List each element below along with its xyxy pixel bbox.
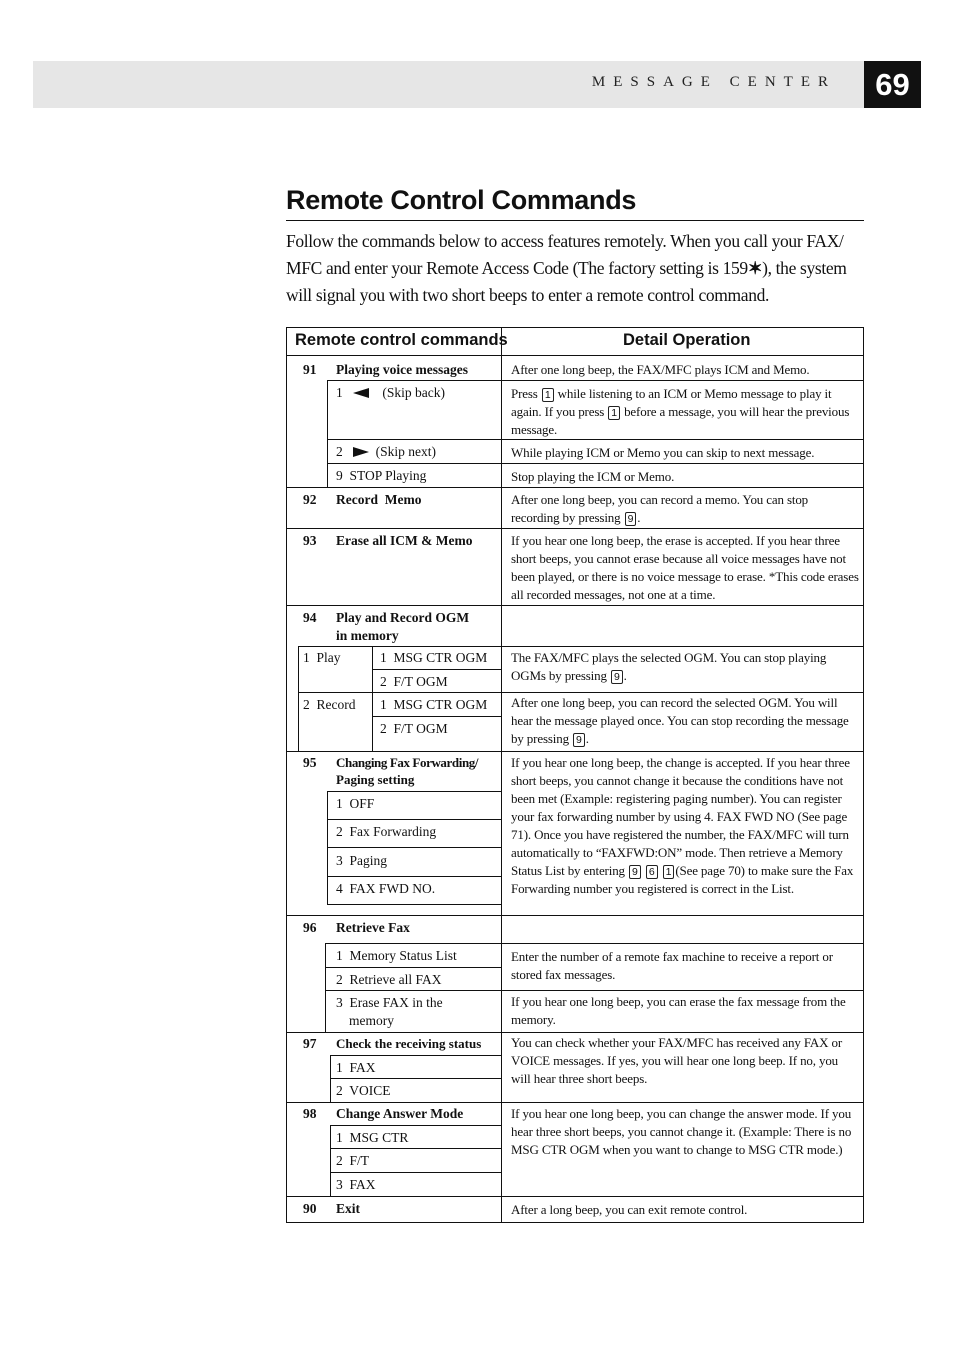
option-retrieve-all-fax: 2 Retrieve all FAX <box>336 972 442 987</box>
intro-paragraph <box>286 228 876 309</box>
option-label: (Skip next) <box>375 444 436 459</box>
command-name-91: Playing voice messages <box>336 362 468 377</box>
detail-96-retrieve: Enter the number of a remote fax machine to receive a report or stored fax messages. <box>511 949 833 982</box>
row-rule <box>286 487 864 488</box>
option-record: 2 Record <box>303 697 356 712</box>
sub-row-rule <box>330 1172 501 1173</box>
running-head: MESSAGE CENTER <box>591 74 836 90</box>
detail-text: . <box>623 668 627 683</box>
command-code-95: 95 <box>303 755 317 770</box>
sub-row-rule <box>327 904 501 905</box>
command-name-97: Check the receiving status <box>336 1036 482 1051</box>
option-fax-mode: 3 FAX <box>336 1177 376 1192</box>
detail-text: . <box>637 510 641 525</box>
row-rule <box>286 751 864 752</box>
row-rule <box>286 355 864 356</box>
option-voice: 2 VOICE <box>336 1083 391 1098</box>
option-record-msg-ctr-ogm: 1 MSG CTR OGM <box>380 697 488 712</box>
sub-row-rule <box>372 669 501 670</box>
sub-row-rule <box>372 716 501 717</box>
command-name-94-line1: Play and Record OGM <box>336 610 470 625</box>
sub-row-rule <box>298 646 864 647</box>
sub-row-rule <box>330 1055 501 1056</box>
skip-back-icon <box>353 388 369 398</box>
page-number: 69 <box>864 61 921 108</box>
skip-next-icon <box>353 447 369 457</box>
key-1-icon: 1 <box>542 388 554 402</box>
command-name-98: Change Answer Mode <box>336 1106 464 1121</box>
command-code-91: 91 <box>303 362 317 377</box>
detail-94-play <box>511 649 859 685</box>
option-play-msg-ctr-ogm: 1 MSG CTR OGM <box>380 650 488 665</box>
command-code-92: 92 <box>303 492 317 507</box>
command-name-92: Record Memo <box>336 492 422 507</box>
option-fax: 1 FAX <box>336 1060 376 1075</box>
command-name-95-line1: Changing Fax Forwarding/ <box>336 755 479 770</box>
command-name-96: Retrieve Fax <box>336 920 410 935</box>
detail-stop-playing: Stop playing the ICM or Memo. <box>511 469 675 484</box>
command-code-93: 93 <box>303 533 317 548</box>
intro-line-2a: MFC and enter your Remote Access Code (The factory setting is 159 <box>286 258 748 278</box>
key-1-icon: 1 <box>663 865 675 879</box>
key-9-icon: 9 <box>611 670 623 684</box>
key-9-icon: 9 <box>629 865 641 879</box>
detail-text: If you hear one long beep, the change is accepted. If you hear three short beeps, you cannot change it because the conditions have not been met (Example: registering paging number). You can register your fax forwarding number by using 4. FAX FWD NO (See page 71). Once you have registered the number, the FAX/MFC will turn automatically to “FAXFWD:ON” mode. Then retrieve a Memory Status List by entering <box>511 755 850 878</box>
key-6-icon: 6 <box>646 865 658 879</box>
key-9-icon: 9 <box>573 733 585 747</box>
option-erase-fax-line1: 3 Erase FAX in the <box>336 995 443 1010</box>
key-9-icon: 9 <box>625 512 637 526</box>
option-msg-ctr: 1 MSG CTR <box>336 1130 409 1145</box>
option-stop-playing: 9 STOP Playing <box>336 468 427 483</box>
sub-row-rule <box>325 967 501 968</box>
option-skip-back <box>336 384 445 402</box>
option-number: 1 <box>336 385 343 400</box>
option-memory-status-list: 1 Memory Status List <box>336 948 457 963</box>
detail-text: Press <box>511 386 541 401</box>
row-rule <box>286 915 864 916</box>
sub-column-rule <box>298 646 299 751</box>
option-fax-fwd-no: 4 FAX FWD NO. <box>336 881 436 896</box>
detail-95 <box>511 754 859 898</box>
option-paging: 3 Paging <box>336 853 388 868</box>
key-1-icon: 1 <box>608 406 620 420</box>
command-code-94: 94 <box>303 610 317 625</box>
detail-text: After one long beep, you can record a memo. You can stop recording by pressing <box>511 492 809 525</box>
sub-column-rule <box>330 1125 331 1196</box>
column-divider <box>501 327 502 1223</box>
sub-row-rule <box>327 847 501 848</box>
sub-row-rule <box>327 819 501 820</box>
column-header-commands: Remote control commands <box>295 331 508 349</box>
command-name-95-line2: Paging setting <box>336 772 415 787</box>
detail-text: (See page 70) to make sure the Fax Forwarding number you registered is correct in the List. <box>511 863 854 896</box>
detail-91: After one long beep, the FAX/MFC plays ICM and Memo. <box>511 362 810 377</box>
detail-text: After one long beep, you can record the selected OGM. You will hear the message played once. You can stop recording the message by pressing <box>511 695 849 746</box>
detail-skip-next: While playing ICM or Memo you can skip to next message. <box>511 445 815 460</box>
star-key-icon: ✶ <box>747 258 763 278</box>
option-label: (Skip back) <box>382 385 445 400</box>
intro-line-2b: ), the system <box>762 258 847 278</box>
command-name-94-line2: in memory <box>336 628 399 643</box>
detail-90: After a long beep, you can exit remote control. <box>511 1202 748 1217</box>
detail-96-erase: If you hear one long beep, you can erase the fax message from the memory. <box>511 994 846 1027</box>
sub-row-rule <box>327 463 864 464</box>
row-rule <box>286 528 864 529</box>
sub-row-rule <box>330 1148 501 1149</box>
sub-row-rule <box>327 439 864 440</box>
intro-line-1: Follow the commands below to access features remotely. When you call your FAX/ <box>286 231 844 251</box>
detail-text: The FAX/MFC plays the selected OGM. You can stop playing OGMs by pressing <box>511 650 827 683</box>
option-ft: 2 F/T <box>336 1153 370 1168</box>
detail-94-record <box>511 694 859 748</box>
sub-column-rule <box>327 791 328 905</box>
command-code-97: 97 <box>303 1036 317 1051</box>
option-number: 2 <box>336 444 343 459</box>
sub-column-rule <box>327 380 328 487</box>
sub-row-rule <box>330 1125 501 1126</box>
option-fax-forwarding: 2 Fax Forwarding <box>336 824 437 839</box>
option-play: 1 Play <box>303 650 341 665</box>
detail-97: You can check whether your FAX/MFC has received any FAX or VOICE messages. If yes, you will hear one long beep. If no, you will hear three short beeps. <box>511 1035 843 1086</box>
sub-column-rule <box>325 943 326 1032</box>
row-rule <box>286 1102 864 1103</box>
command-name-93: Erase all ICM & Memo <box>336 533 473 548</box>
row-rule <box>286 1196 864 1197</box>
intro-line-3: will signal you with two short beeps to enter a remote control command. <box>286 285 770 305</box>
sub-column-rule <box>372 646 373 751</box>
sub-row-rule <box>298 692 864 693</box>
command-code-90: 90 <box>303 1201 317 1216</box>
sub-row-rule <box>330 1078 501 1079</box>
detail-text: while listening to an ICM or Memo message to play it again. If you press <box>511 386 832 419</box>
command-code-98: 98 <box>303 1106 317 1121</box>
sub-row-rule <box>327 380 864 381</box>
row-rule <box>286 605 864 606</box>
detail-text: before a message, you will hear the previous message. <box>511 404 850 437</box>
command-name-90: Exit <box>336 1201 361 1216</box>
option-skip-next <box>336 443 436 461</box>
page-title: Remote Control Commands <box>286 185 637 215</box>
detail-skip-back <box>511 385 859 439</box>
sub-row-rule <box>325 943 864 944</box>
detail-93: If you hear one long beep, the erase is accepted. If you hear three short beeps, you cannot erase because all voice messages have not been played, or there is no voice message to erase. *This code erases all recorded messages, not one at a time. <box>511 533 859 602</box>
option-record-ft-ogm: 2 F/T OGM <box>380 721 448 736</box>
sub-row-rule <box>325 990 864 991</box>
row-rule <box>286 1032 864 1033</box>
option-off: 1 OFF <box>336 796 375 811</box>
sub-row-rule <box>327 876 501 877</box>
sub-row-rule <box>327 791 501 792</box>
option-play-ft-ogm: 2 F/T OGM <box>380 674 448 689</box>
column-header-detail: Detail Operation <box>623 331 751 349</box>
detail-98: If you hear one long beep, you can change the answer mode. If you hear three short beeps, you cannot change it. (Example: There is no MSG CTR OGM when you want to change to MSG CTR mode.) <box>511 1106 852 1157</box>
command-code-96: 96 <box>303 920 317 935</box>
detail-92 <box>511 491 859 527</box>
option-erase-fax-line2: memory <box>349 1013 394 1028</box>
detail-text: . <box>585 731 589 746</box>
title-rule <box>286 220 864 221</box>
